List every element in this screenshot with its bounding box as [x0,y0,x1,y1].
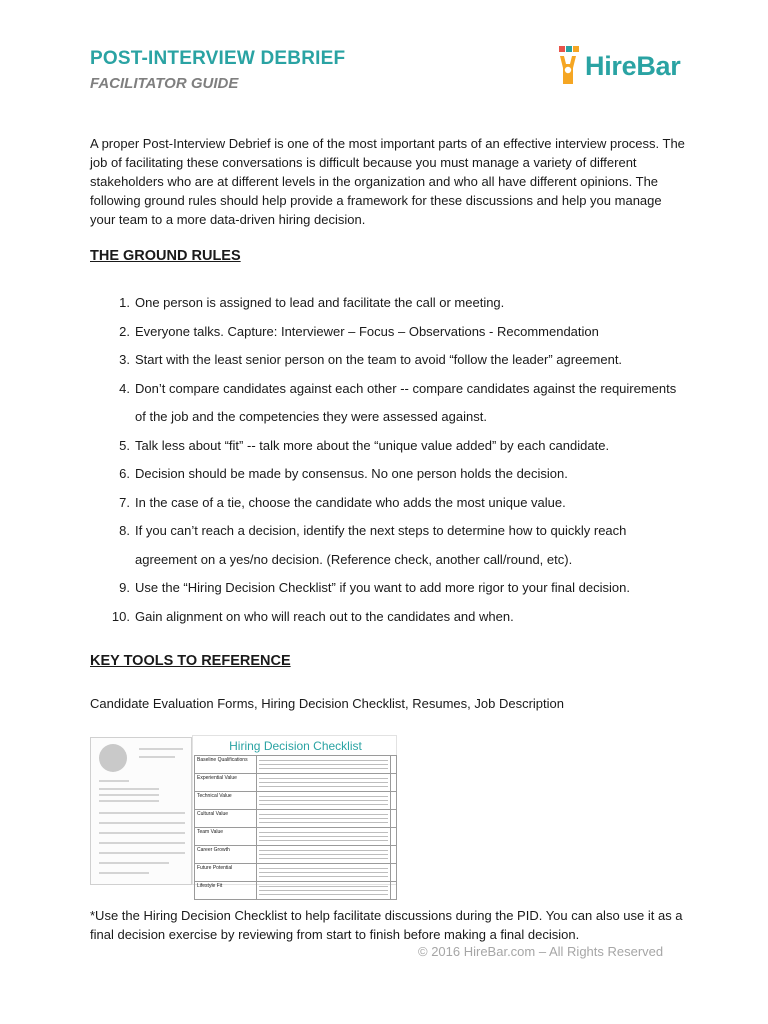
hirebar-logo-icon [555,46,581,86]
list-number: 1. [119,295,130,310]
list-text: One person is assigned to lead and facilitate the call or meeting. [135,295,505,310]
list-item [90,375,690,432]
list-item [90,517,690,574]
form-line [99,780,129,782]
list-text: Start with the least senior person on the team to avoid “follow the leader” agreement. [135,352,623,367]
form-line [99,812,185,814]
table-row [195,882,397,900]
checklist-category: Lifestyle Fit [195,882,257,900]
checklist-category: Cultural Value [195,810,257,828]
list-text: In the case of a tie, choose the candidate who adds the most unique value. [135,494,566,510]
list-number: 2. [119,323,130,339]
list-text: Use the “Hiring Decision Checklist” if you want to add more rigor to your final decision. [135,580,630,595]
checklist-checkbox [391,882,397,900]
list-item [90,432,690,461]
checklist-category: Baseline Qualifications [195,756,257,774]
checklist-questions [257,810,391,828]
list-number: 4. [119,380,130,396]
list-item [90,460,690,489]
list-number: 7. [119,494,130,510]
checklist-checkbox [391,828,397,846]
checklist-category: Career Growth [195,846,257,864]
hiring-decision-checklist-thumbnail [192,735,397,889]
table-row [195,756,397,774]
checklist-category: Experiential Value [195,774,257,792]
list-text: Talk less about “fit” -- talk more about the “unique value added” by each candidate. [135,437,610,453]
form-line [139,756,175,758]
logo-wordmark: HireBar [585,50,681,81]
page-subtitle: FACILITATOR GUIDE [90,75,239,92]
form-line [99,788,159,790]
intro-paragraph: A proper Post-Interview Debrief is one of the most important parts of an effective interview process. The job of facilitating these conversations is difficult because you must manage a variety of different stakeholders who are at different levels in the organization and who all have different opinions. The following ground rules should help provide a framework for these discussions and help you manage your team to a more data-driven hiring decision. [90,136,685,227]
form-line [99,852,185,854]
table-row [195,792,397,810]
list-item [90,489,690,518]
checklist-questions [257,828,391,846]
checklist-category: Technical Value [195,792,257,810]
checklist-checkbox [391,774,397,792]
list-number: 6. [119,466,130,481]
form-line [99,872,149,874]
checklist-checkbox [391,864,397,882]
checklist-table [194,755,397,900]
checklist-category: Team Value [195,828,257,846]
table-row [195,864,397,882]
checklist-questions [257,864,391,882]
form-line [139,748,183,750]
key-tools-list: Candidate Evaluation Forms, Hiring Decision Checklist, Resumes, Job Description [90,696,564,711]
list-number: 10. [111,608,130,624]
list-number: 3. [119,352,130,367]
form-badge-graphic [99,744,127,772]
table-row [195,846,397,864]
form-line [99,862,169,864]
table-row [195,828,397,846]
checklist-checkbox [391,810,397,828]
list-text: Decision should be made by consensus. No one person holds the decision. [135,466,568,481]
form-line [99,832,185,834]
copyright-footer: © 2016 HireBar.com – All Rights Reserved [418,944,664,959]
checklist-questions [257,792,391,810]
list-item [90,318,690,347]
table-row [195,810,397,828]
list-text: Don’t compare candidates against each other -- compare candidates against the requirements of the job and the competencies they were assessed against. [135,380,677,424]
form-line [99,800,159,802]
key-tools-heading: KEY TOOLS TO REFERENCE [90,653,291,669]
list-number: 8. [119,523,130,538]
checklist-note: *Use the Hiring Decision Checklist to help facilitate discussions during the PID. You can also use it as a final decision exercise by reviewing from start to finish before making a final decision. [90,908,683,942]
list-number: 9. [119,580,130,595]
form-line [99,794,159,796]
list-number: 5. [119,437,130,453]
checklist-questions [257,774,391,792]
list-text: Gain alignment on who will reach out to the candidates and when. [135,608,514,624]
hirebar-logo [555,44,705,88]
checklist-questions [257,846,391,864]
ground-rules-list [90,289,690,631]
checklist-title: Hiring Decision Checklist [229,739,362,753]
list-text: Everyone talks. Capture: Interviewer – Focus – Observations - Recommendation [135,323,599,339]
list-text: If you can’t reach a decision, identify the next steps to determine how to quickly reach agreement on a yes/no decision. (Reference check, another call/round, etc). [135,523,627,567]
list-item [90,289,690,318]
checklist-checkbox [391,792,397,810]
checklist-category: Future Potential [195,864,257,882]
form-line [99,822,185,824]
page-title: POST-INTERVIEW DEBRIEF [90,48,346,69]
list-item [90,346,690,375]
checklist-questions [257,882,391,900]
evaluation-form-thumbnail [90,737,192,885]
ground-rules-heading: THE GROUND RULES [90,248,241,264]
checklist-checkbox [391,846,397,864]
form-line [99,842,185,844]
list-item [90,603,690,632]
table-row [195,774,397,792]
checklist-questions [257,756,391,774]
list-item [90,574,690,603]
checklist-checkbox [391,756,397,774]
